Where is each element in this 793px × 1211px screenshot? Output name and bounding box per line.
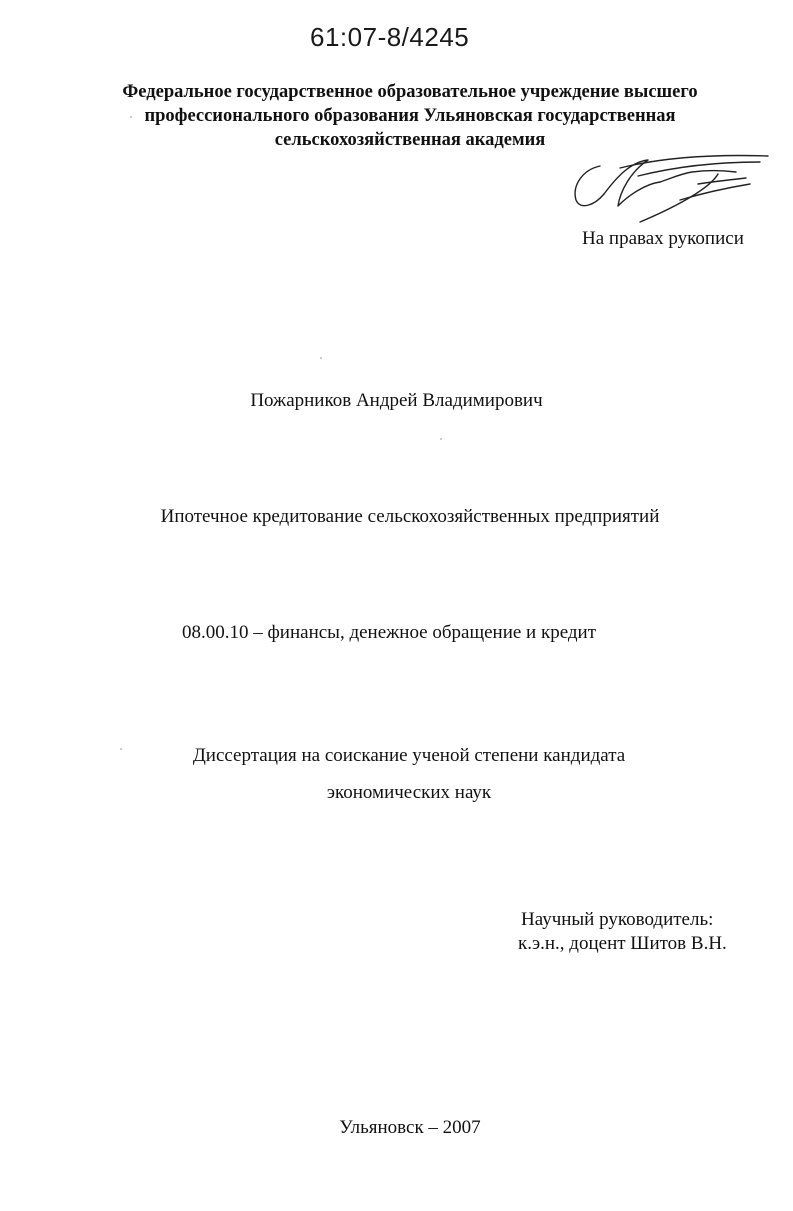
institution-name	[100, 80, 720, 152]
institution-line-1: Федеральное государственное образовательное учреждение высшего	[122, 82, 698, 102]
dissertation-title: Ипотечное кредитование сельскохозяйственных предприятий	[160, 506, 660, 527]
manuscript-note: На правах рукописи	[582, 228, 744, 249]
degree-line-2: экономических наук	[326, 782, 492, 803]
supervisor-label: Научный руководитель:	[521, 909, 714, 930]
institution-line-3: сельскохозяйственная академия	[274, 130, 546, 150]
city-year: Ульяновск – 2007	[339, 1117, 481, 1138]
archive-code: 61:07-8/4245	[310, 22, 470, 52]
degree-statement	[0, 737, 793, 811]
handwritten-signature	[560, 148, 775, 228]
institution-line-2: профессионального образования Ульяновская государственная	[144, 106, 676, 126]
supervisor-name: к.э.н., доцент Шитов В.Н.	[518, 933, 727, 954]
degree-line-1: Диссертация на соискание ученой степени кандидата	[192, 745, 626, 766]
specialty-code: 08.00.10 – финансы, денежное обращение и кредит	[182, 622, 597, 643]
scan-speck	[320, 357, 322, 359]
scan-speck	[120, 748, 122, 750]
scan-speck	[440, 438, 442, 440]
scan-speck	[130, 116, 132, 118]
author-name: Пожарников Андрей Владимирович	[250, 390, 543, 411]
